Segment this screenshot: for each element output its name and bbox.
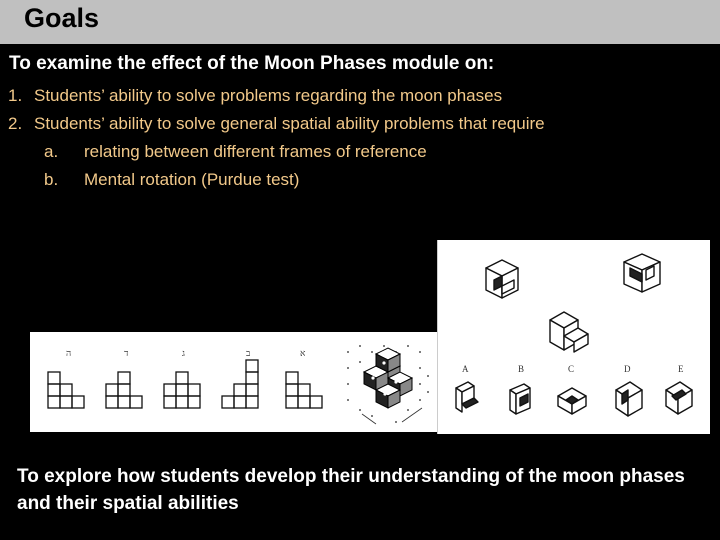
answer-option-b	[510, 384, 530, 414]
view-label-bet: ב	[246, 348, 251, 358]
test-object	[550, 312, 588, 352]
subgoal-item-a	[8, 142, 713, 170]
subgoal-text: relating between different frames of reference	[84, 142, 427, 161]
view-label-alef: א	[300, 348, 306, 358]
block-views-drawing	[30, 332, 437, 432]
intro-text: To examine the effect of the Moon Phases module on:	[9, 53, 495, 74]
isometric-cube-stack	[347, 345, 429, 424]
view-option-gimel	[164, 372, 200, 408]
view-option-bet	[222, 360, 258, 408]
subgoal-letter: b.	[44, 170, 59, 189]
subgoal-letter: a.	[44, 142, 59, 161]
answer-option-e	[666, 382, 692, 414]
view-label-he: ה	[66, 348, 72, 358]
goal-text: Students’ ability to solve problems regarding the moon phases	[34, 86, 503, 105]
goals-list	[8, 86, 713, 198]
goal-text: Students’ ability to solve general spatial ability problems that require	[34, 114, 545, 133]
example-object-original	[486, 260, 518, 298]
option-label-d: D	[624, 364, 631, 374]
example-object-rotated	[624, 254, 660, 292]
purdue-rotation-drawing	[438, 240, 710, 434]
subgoal-item-b	[8, 170, 713, 198]
goal-number: 1.	[8, 86, 23, 105]
option-label-c: C	[568, 364, 575, 374]
goal-item-1	[8, 86, 713, 114]
slide-title: Goals	[24, 3, 100, 33]
goal-number: 2.	[8, 114, 23, 133]
block-views-figure	[30, 332, 437, 432]
answer-option-d	[616, 382, 642, 416]
outro-text: To explore how students develop their understanding of the moon phases and their spatial abilities	[17, 466, 685, 514]
goal-item-2	[8, 114, 713, 142]
purdue-rotation-figure	[437, 240, 710, 434]
answer-option-c	[558, 388, 586, 414]
option-label-e: E	[678, 364, 684, 374]
view-label-dalet: ד	[124, 348, 129, 358]
subgoal-text: Mental rotation (Purdue test)	[84, 170, 300, 189]
view-option-he	[48, 372, 84, 408]
option-label-b: B	[518, 364, 525, 374]
title-bar	[0, 0, 720, 44]
view-option-alef	[286, 372, 322, 408]
view-option-dalet	[106, 372, 142, 408]
option-label-a: A	[462, 364, 469, 374]
answer-option-a	[456, 382, 478, 412]
view-label-gimel: ג	[182, 348, 185, 358]
